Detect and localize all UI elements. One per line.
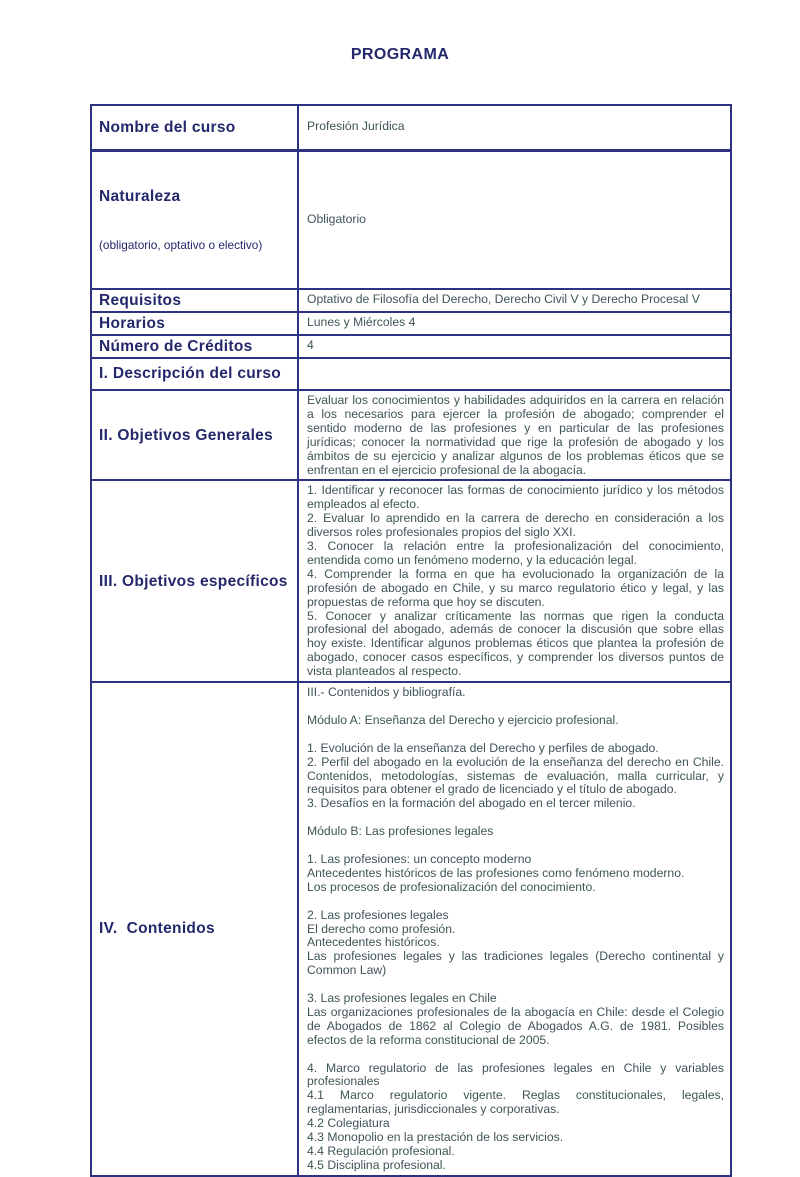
table-row [91,289,731,312]
text-line: 5. Conocer y analizar críticamente las normas que rigen la conducta profesional del abogado, además de conocer la discusión que sobre ellas hoy existe. Identificar algunos problemas éticos que plantea la profesión de abogado, conocer casos específicos, y comprender los diversos puntos de vista planteados al respecto. [307,608,724,679]
text-line: 1. Identificar y reconocer las formas de conocimiento jurídico y los métodos empleados al efecto. [307,483,724,512]
text-line: Módulo A: Enseñanza del Derecho y ejercicio profesional. [307,712,619,727]
blank-line [307,978,724,992]
text-line: 4.4 Regulación profesional. [307,1144,455,1158]
blank-line [307,728,724,742]
section-description-label: I. Descripción del curso [91,358,298,390]
table-row [91,682,731,1176]
text-line: 2. Las profesiones legales [307,907,449,922]
text-line: 4.1 Marco regulatorio vigente. Reglas constitucionales, legales, reglamentarias, jurisdiccionales y corporativas. [307,1088,724,1117]
nature-label-main: Naturaleza [99,187,181,205]
page-title: PROGRAMA [350,46,450,63]
text-line: 3. Conocer la relación entre la profesionalización del conocimiento, entendida como un fenómeno moderno, y la educación legal. [307,539,724,567]
course-name-label: Nombre del curso [91,105,298,150]
text-line: Los procesos de profesionalización del conocimiento. [307,879,596,894]
text-line: Las organizaciones profesionales de la abogacía en Chile: desde el Colegio de Abogados de 1862 al Colegio de Abogados A.G. de 1981. Posibles efectos de la reforma constitucional de 2005. [307,1004,724,1047]
blank-line [307,811,724,825]
section-description-content [298,358,731,390]
table-row [91,335,731,358]
table-row [91,358,731,390]
text-line: Antecedentes históricos de las profesiones como fenómeno moderno. [307,865,685,880]
text-line: 2. Perfil del abogado en la evolución de la enseñanza del derecho en Chile. Contenidos, metodologías, sistemas de evaluación, malla curricular, y requisitos para obtener el grado de licenciado y el título de abogado. [307,754,724,797]
blank-line [307,895,724,909]
section-general-objectives-content [298,390,731,480]
table-row [91,390,731,480]
course-name-value: Profesión Jurídica [298,105,731,150]
table-row [91,312,731,335]
schedule-label: Horarios [91,312,298,335]
text-line: 4. Marco regulatorio de las profesiones legales en Chile y variables profesionales [307,1060,724,1089]
blank-line [307,1048,724,1062]
text-line: 3. Las profesiones legales en Chile [307,991,497,1006]
nature-label-sub: (obligatorio, optativo o electivo) [99,237,263,252]
blank-line [307,839,724,853]
schedule-value: Lunes y Miércoles 4 [298,312,731,335]
section-specific-objectives-content [298,480,731,682]
text-line: III.- Contenidos y bibliografía. [307,685,466,700]
nature-value: Obligatorio [298,150,731,289]
text-line: 1. Evolución de la enseñanza del Derecho y perfiles de abogado. [307,740,659,755]
text-line: Las profesiones legales y las tradiciones legales (Derecho continental y Common Law) [307,949,724,978]
text-line: 4. Comprender la forma en que ha evolucionado la organización de la profesión de abogado en Chile, y su marco regulatorio ético y legal, y las propuestas de reforma que hoy se discuten. [307,566,724,609]
table-row [91,480,731,682]
table-row [91,150,731,289]
blank-line [307,700,724,714]
section-specific-objectives-label: III. Objetivos específicos [91,480,298,682]
text-line: Antecedentes históricos. [307,935,440,950]
course-program-table [90,104,732,1177]
text-line: El derecho como profesión. [307,921,456,936]
text-line: 1. Las profesiones: un concepto moderno [307,851,532,866]
text-line: 4.5 Disciplina profesional. [307,1157,446,1172]
requirements-label: Requisitos [91,289,298,312]
section-contents-label: IV. Contenidos [91,682,298,1176]
nature-label [91,150,298,289]
credits-label: Número de Créditos [91,335,298,358]
section-contents-content [298,682,731,1176]
text-line: Evaluar los conocimientos y habilidades adquiridos en la carrera en relación a los necesarios para ejercer la profesión de abogado; comprender el sentido moderno de las profesiones y en particular de las profesiones jurídicas; conocer la normatividad que rige la profesión de abogado y los ámbitos de su ejercicio y analizar algunos de los problemas éticos que se enfrentan en el ejercicio profesional de la abogacía. [307,392,724,477]
requirements-value: Optativo de Filosofía del Derecho, Derecho Civil V y Derecho Procesal V [298,289,731,312]
table-row [91,105,731,150]
text-line: Módulo B: Las profesiones legales [307,824,494,839]
section-general-objectives-label: II. Objetivos Generales [91,390,298,480]
text-line: 4.2 Colegiatura [307,1116,390,1131]
text-line: 4.3 Monopolio en la prestación de los servicios. [307,1130,564,1145]
text-line: 2. Evaluar lo aprendido en la carrera de derecho en consideración a los diversos roles profesionales propios del siglo XXI. [307,511,724,540]
credits-value: 4 [298,335,731,358]
text-line: 3. Desafíos en la formación del abogado en el tercer milenio. [307,796,636,811]
